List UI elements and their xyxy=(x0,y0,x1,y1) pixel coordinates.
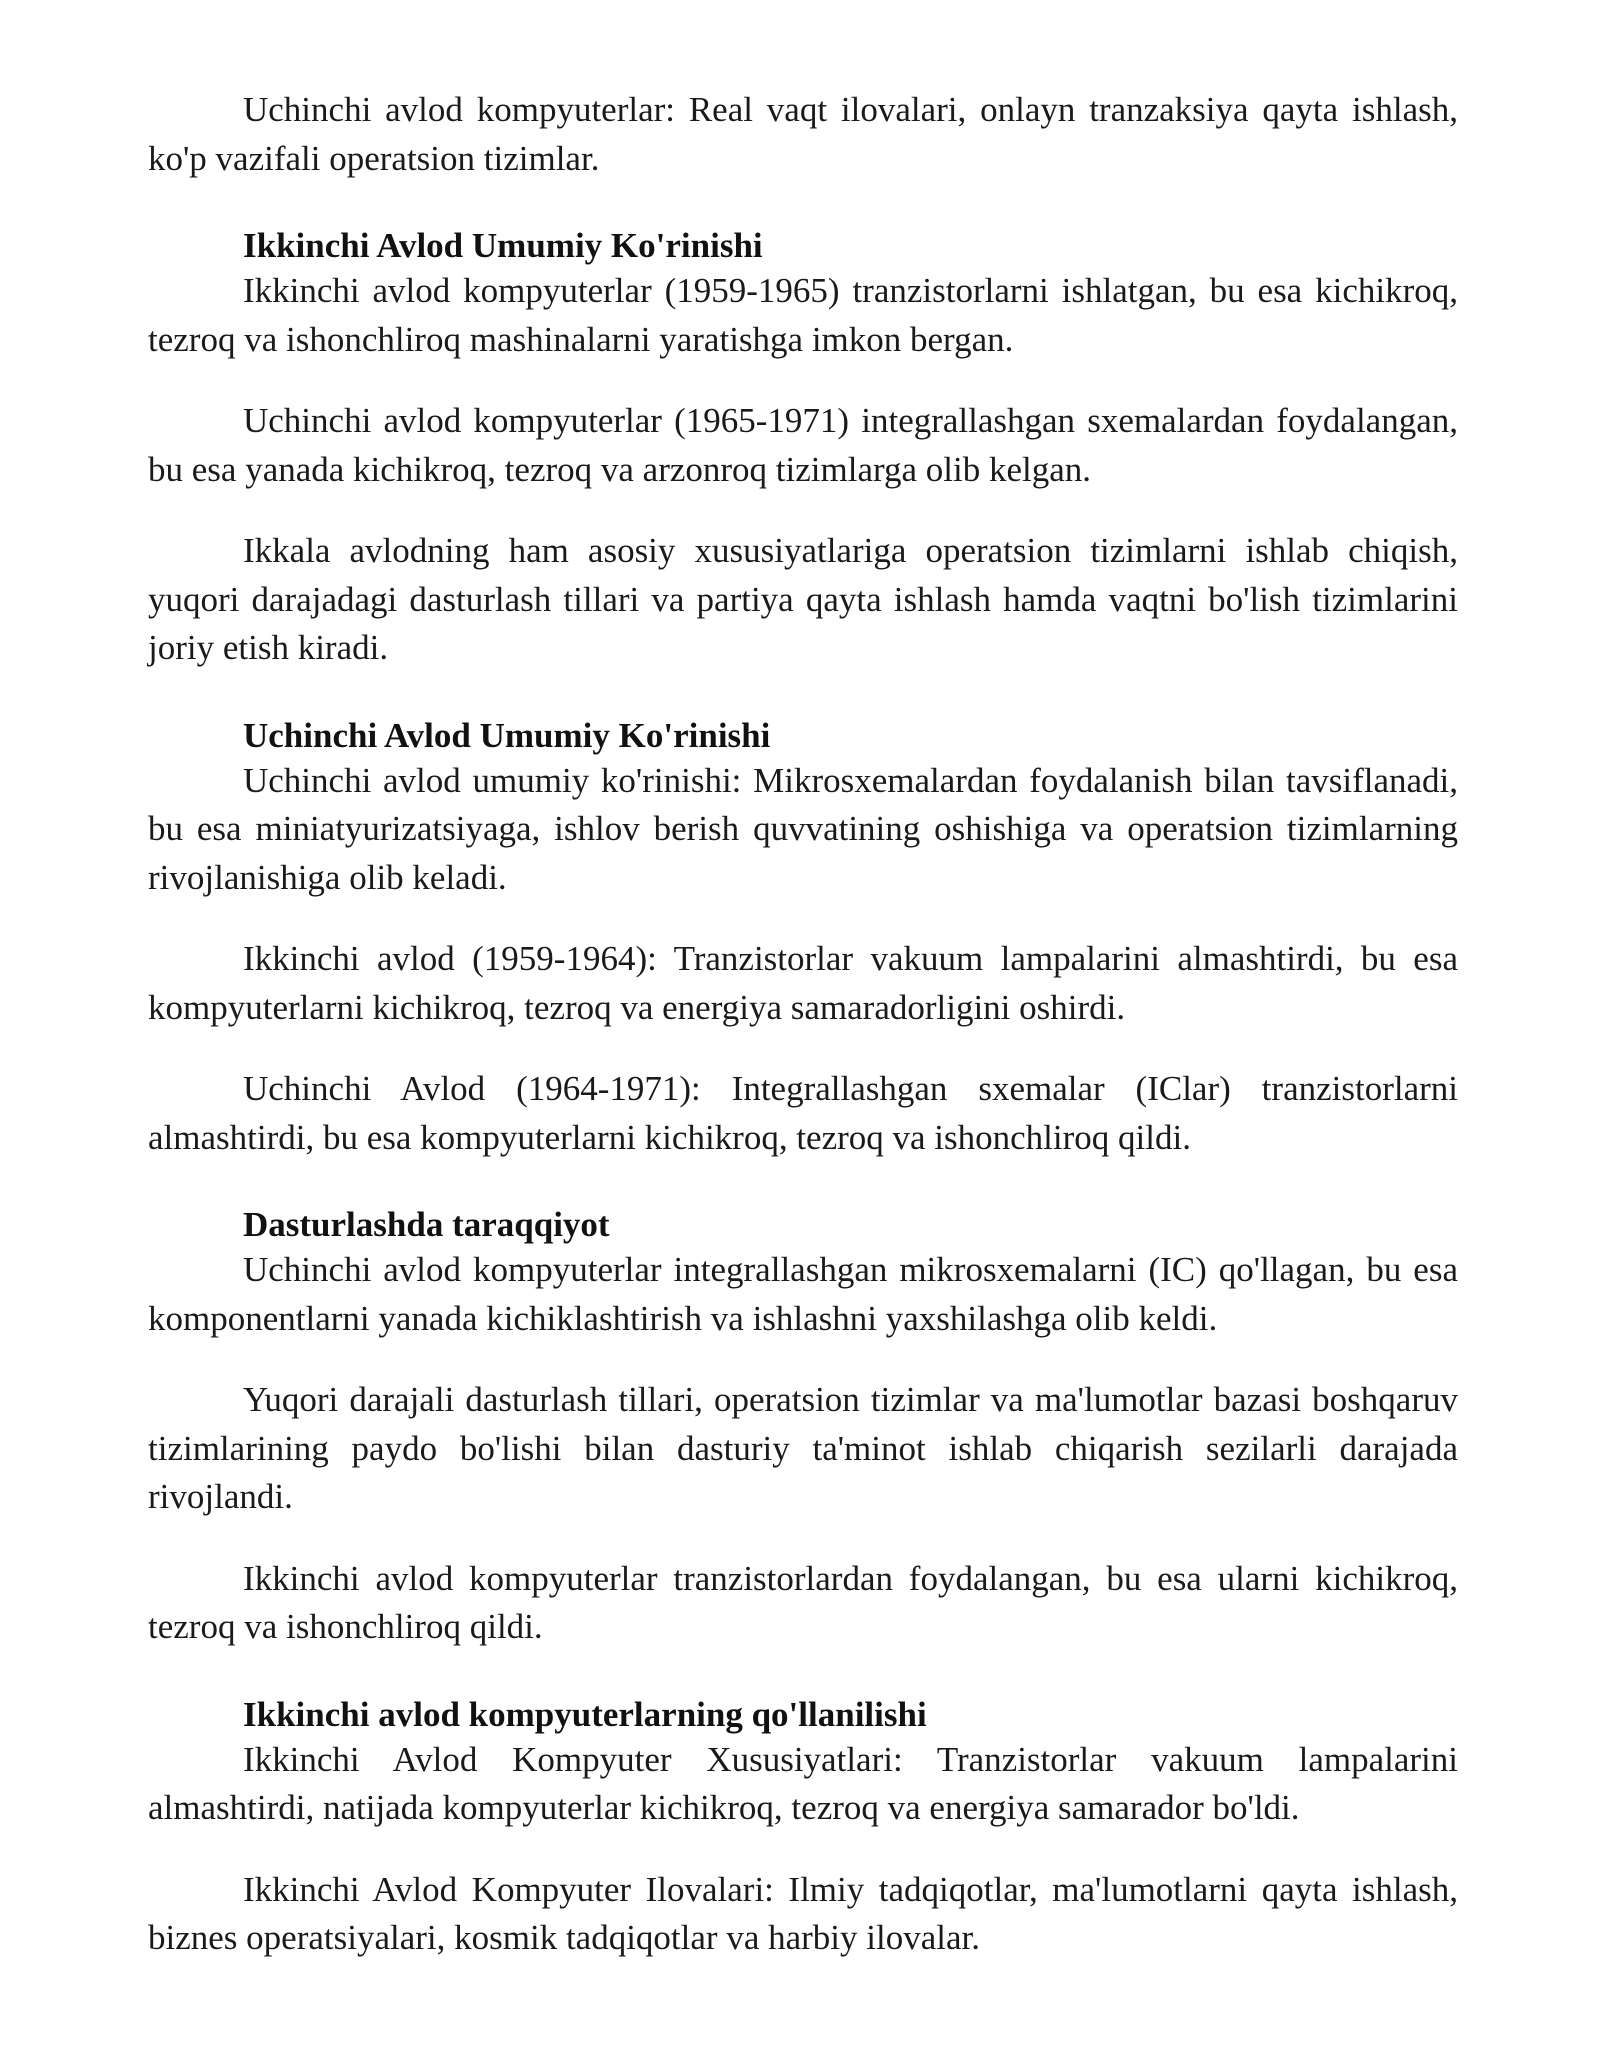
paragraph: Uchinchi avlod umumiy ko'rinishi: Mikrosxemalardan foydalanish bilan tavsiflanadi, bu esa miniatyurizatsiyaga, ishlov berish quvvatining oshishiga va operatsion tizimlarning rivojlanishiga olib keladi. xyxy=(148,760,1458,897)
section-heading: Dasturlashda taraqqiyot xyxy=(243,1205,610,1244)
section-heading: Ikkinchi Avlod Umumiy Ko'rinishi xyxy=(243,226,763,265)
paragraph: Uchinchi Avlod (1964-1971): Integrallashgan sxemalar (IClar) tranzistorlarni almashtirdi, bu esa kompyuterlarni kichikroq, tezroq va ishonchliroq qildi. xyxy=(148,1069,1458,1157)
paragraph: Uchinchi avlod kompyuterlar (1965-1971) integrallashgan sxemalardan foydalangan, bu esa yanada kichikroq, tezroq va arzonroq tizimlarga olib kelgan. xyxy=(148,401,1458,489)
paragraph: Yuqori darajali dasturlash tillari, operatsion tizimlar va ma'lumotlar bazasi boshqaruv tizimlarining paydo bo'lishi bilan dasturiy ta'minot ishlab chiqarish sezilarli darajada rivojlandi. xyxy=(148,1380,1458,1516)
paragraph: Ikkala avlodning ham asosiy xususiyatlariga operatsion tizimlarni ishlab chiqish, yuqori darajadagi dasturlash tillari va partiya qayta ishlash hamda vaqtni bo'lish tizimlarini joriy etish kiradi. xyxy=(148,531,1458,667)
paragraph: Ikkinchi Avlod Kompyuter Ilovalari: Ilmiy tadqiqotlar, ma'lumotlarni qayta ishlash, biznes operatsiyalari, kosmik tadqiqotlar va harbiy ilovalar. xyxy=(148,1869,1458,1957)
section-heading: Uchinchi Avlod Umumiy Ko'rinishi xyxy=(243,715,771,755)
paragraph: Ikkinchi avlod kompyuterlar (1959-1965) tranzistorlarni ishlatgan, bu esa kichikroq, tezroq va ishonchliroq mashinalarni yaratishga imkon bergan. xyxy=(148,271,1458,359)
paragraph: Ikkinchi avlod kompyuterlar tranzistorlardan foydalangan, bu esa ularni kichikroq, tezroq va ishonchliroq qildi. xyxy=(148,1558,1458,1646)
paragraph: Uchinchi avlod kompyuterlar: Real vaqt ilovalari, onlayn tranzaksiya qayta ishlash, ko'p vazifali operatsion tizimlar. xyxy=(148,90,1458,178)
paragraph: Ikkinchi Avlod Kompyuter Xususiyatlari: Tranzistorlar vakuum lampalarini almashtirdi, natijada kompyuterlar kichikroq, tezroq va energiya samarador bo'ldi. xyxy=(148,1739,1458,1827)
paragraph: Uchinchi avlod kompyuterlar integrallashgan mikrosxemalarni (IC) qo'llagan, bu esa komponentlarni yanada kichiklashtirish va ishlashni yaxshilashga olib keldi. xyxy=(148,1250,1458,1338)
paragraph: Ikkinchi avlod (1959-1964): Tranzistorlar vakuum lampalarini almashtirdi, bu esa kompyuterlarni kichikroq, tezroq va energiya samaradorligini oshirdi. xyxy=(148,939,1458,1027)
document-page xyxy=(148,86,1458,1996)
section-heading: Ikkinchi avlod kompyuterlarning qo'llanilishi xyxy=(243,1694,927,1734)
